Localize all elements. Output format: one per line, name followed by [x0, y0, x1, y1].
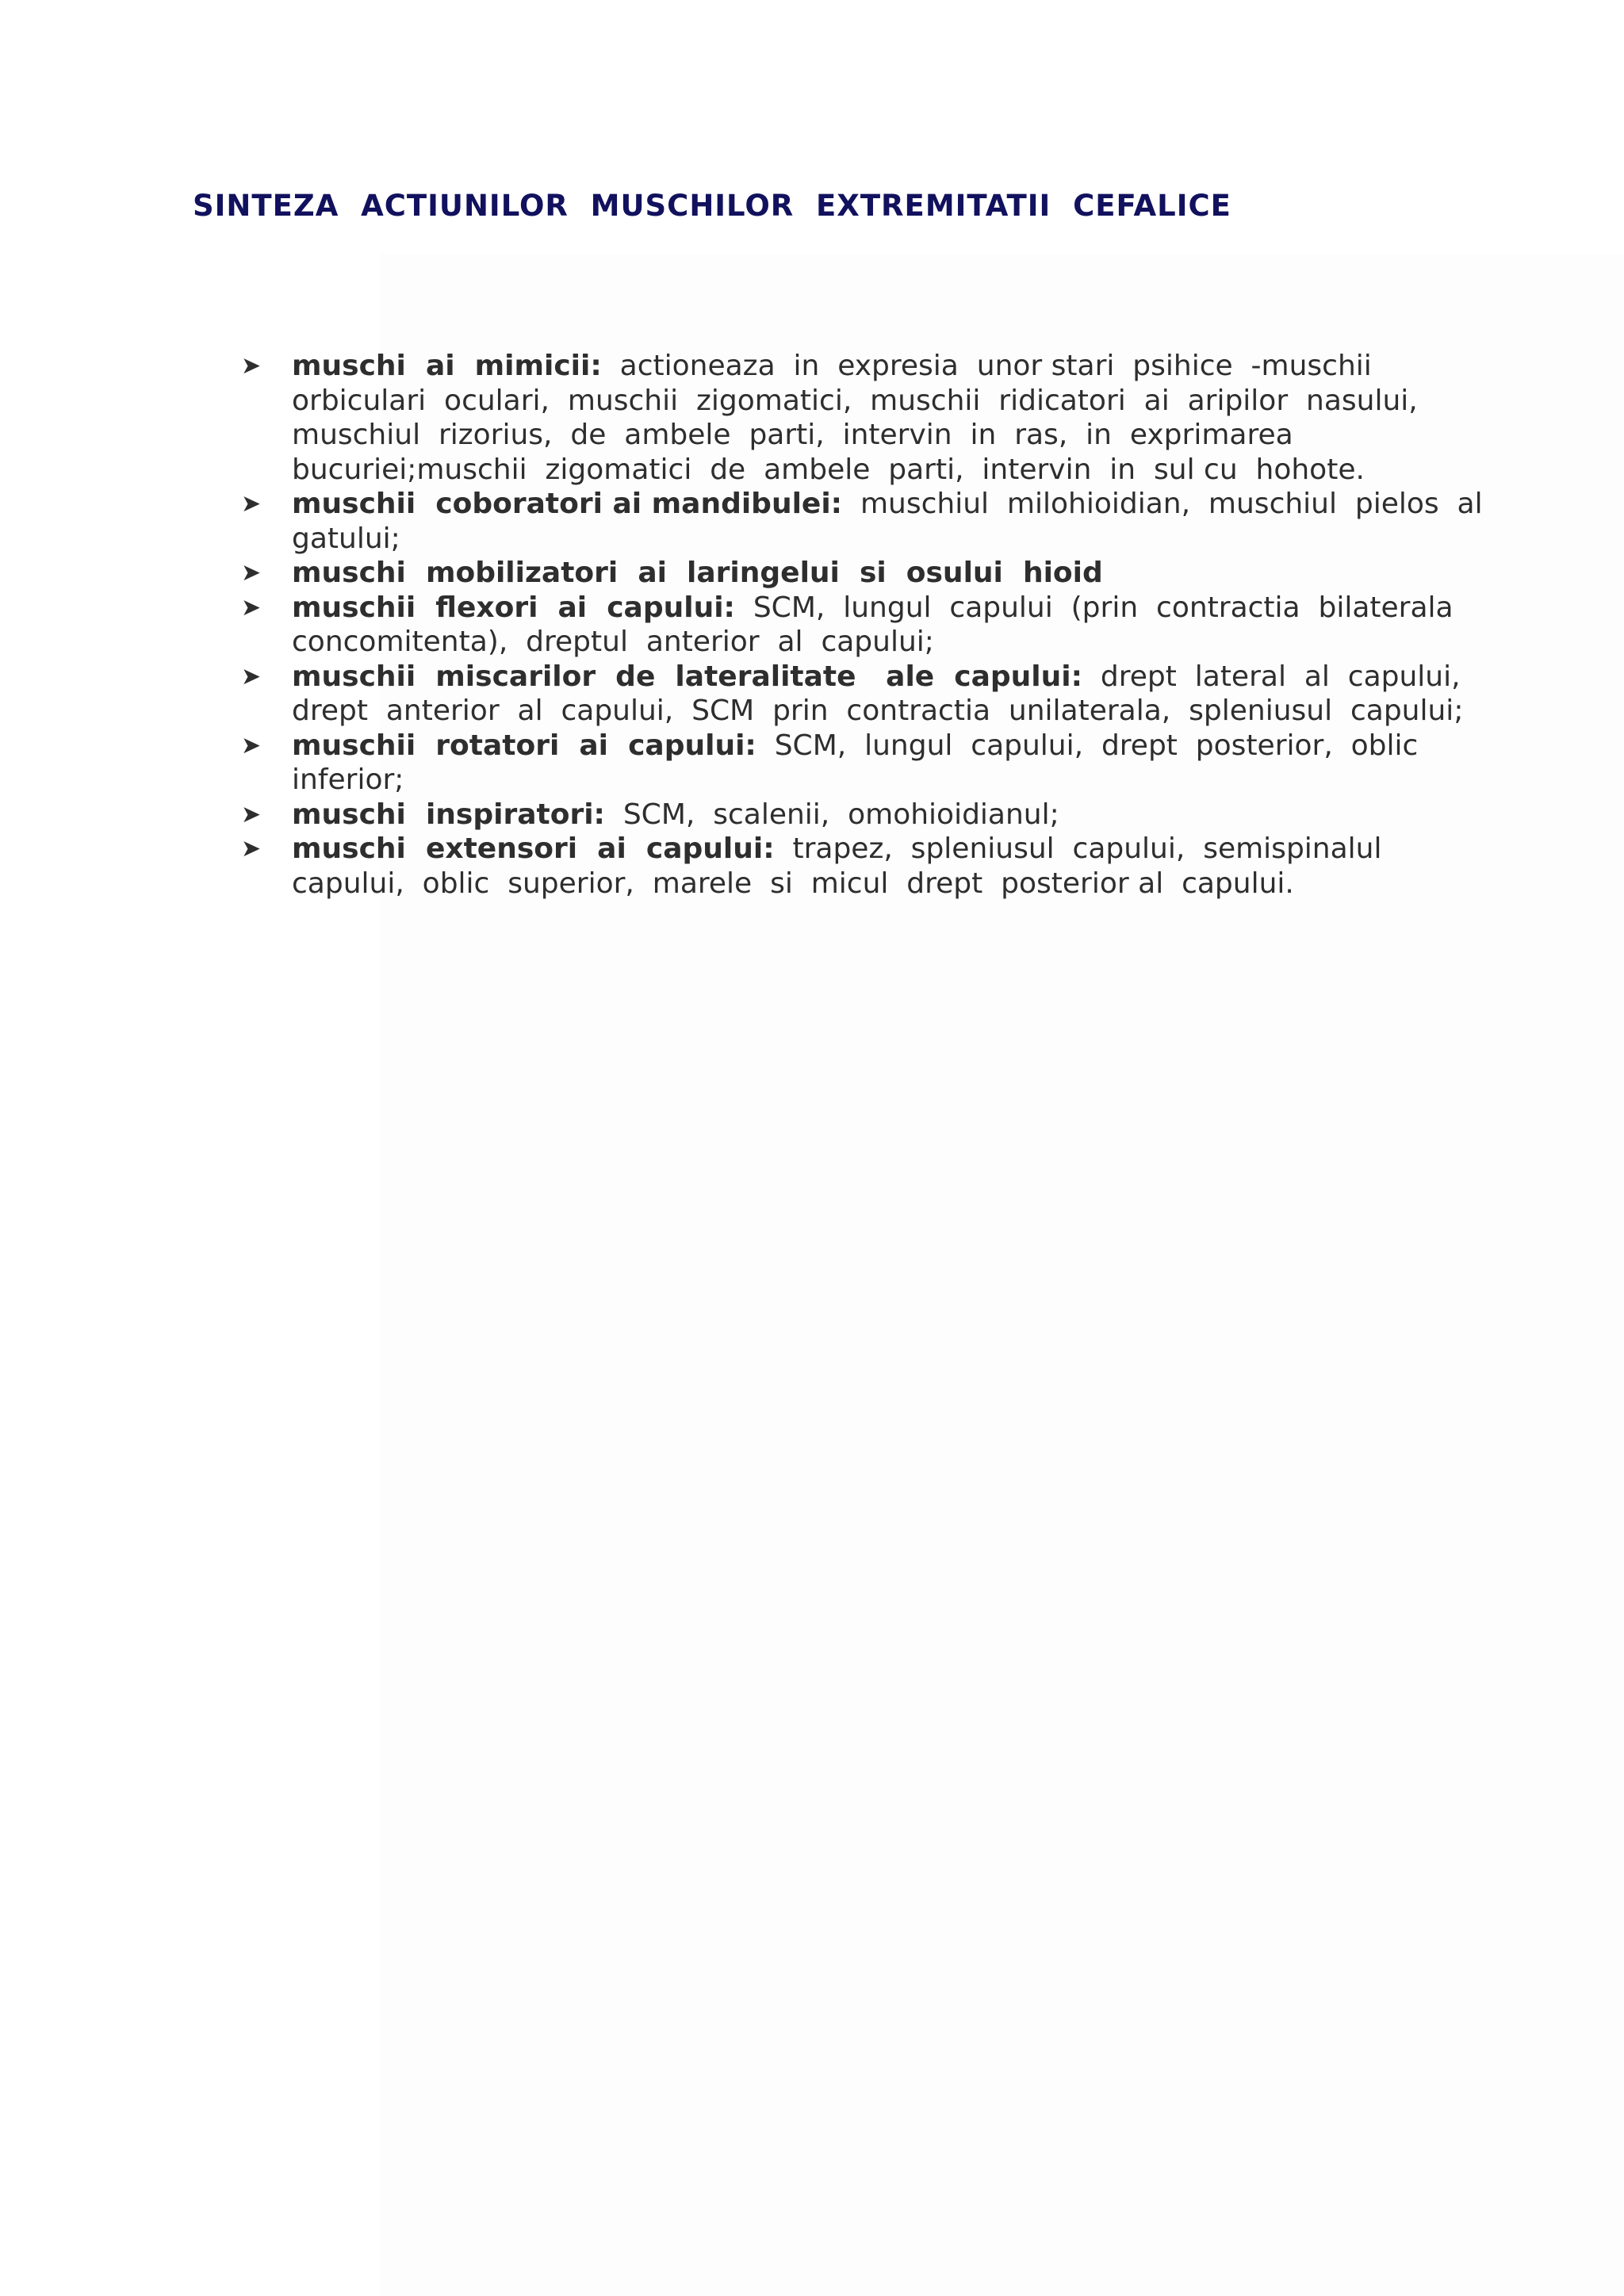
- arrowhead-bullet-icon: ➤: [241, 352, 262, 380]
- arrowhead-bullet-icon: ➤: [241, 559, 262, 587]
- item-text: muschiul rizorius, de ambele parti, intervin in ras, in exprimarea: [292, 419, 1293, 451]
- item-label: muschi mobilizatori ai laringelui si osului hioid: [292, 557, 1103, 589]
- item-text: SCM, lungul capului, drept posterior, oblic: [756, 729, 1419, 762]
- list-item: [241, 660, 1464, 729]
- item-text: orbiculari oculari, muschii zigomatici, muschii ridicatori ai aripilor nasului,: [292, 384, 1418, 417]
- item-text: bucuriei;muschii zigomatici de ambele parti, intervin in sul cu hohote.: [292, 453, 1365, 486]
- arrowhead-bullet-icon: ➤: [241, 593, 262, 622]
- list-item: [241, 349, 1446, 487]
- list-item: [241, 487, 1483, 556]
- item-text: capului, oblic superior, marele si micul drept posterior al capului.: [292, 867, 1294, 900]
- list-item: [241, 729, 1446, 798]
- arrowhead-bullet-icon: ➤: [241, 800, 262, 828]
- item-first-line: [292, 349, 1446, 384]
- item-label: muschii flexori ai capului:: [292, 591, 735, 624]
- item-text: inferior;: [292, 763, 404, 796]
- item-text: drept lateral al capului,: [1082, 660, 1461, 693]
- muscle-action-list: [241, 349, 1483, 901]
- item-label: muschii miscarilor de lateralitate ale capului:: [292, 660, 1082, 693]
- item-text: SCM, scalenii, omohioidianul;: [604, 798, 1059, 831]
- list-item: [241, 798, 1446, 832]
- arrowhead-bullet-icon: ➤: [241, 662, 262, 691]
- item-first-line: [292, 556, 1446, 591]
- item-text: muschiul milohioidian, muschiul pielos al: [842, 488, 1483, 520]
- item-first-line: [292, 591, 1454, 626]
- item-label: muschi inspiratori:: [292, 798, 605, 831]
- item-first-line: [292, 832, 1446, 867]
- arrowhead-bullet-icon: ➤: [241, 835, 262, 863]
- arrowhead-bullet-icon: ➤: [241, 490, 262, 518]
- item-label: muschii coboratori ai mandibulei:: [292, 488, 843, 520]
- item-first-line: [292, 729, 1446, 763]
- list-item: [241, 591, 1454, 660]
- item-text: SCM, lungul capului (prin contractia bilaterala: [734, 591, 1454, 624]
- item-first-line: [292, 660, 1461, 695]
- item-text: concomitenta), dreptul anterior al capului;: [292, 626, 934, 658]
- item-text: actioneaza in expresia unor stari psihice -muschii: [601, 350, 1372, 382]
- item-first-line: [292, 487, 1483, 522]
- arrowhead-bullet-icon: ➤: [241, 731, 262, 760]
- item-text: trapez, spleniusul capului, semispinalul: [774, 832, 1382, 865]
- item-text: gatului;: [292, 522, 400, 555]
- list-item: [241, 832, 1446, 901]
- list-item: [241, 556, 1446, 591]
- document-title: SINTEZA ACTIUNILOR MUSCHILOR EXTREMITATII CEFALICE: [193, 189, 1231, 223]
- item-text: drept anterior al capului, SCM prin contractia unilaterala, spleniusul capului;: [292, 695, 1464, 727]
- item-label: muschii rotatori ai capului:: [292, 729, 756, 762]
- item-label: muschi extensori ai capului:: [292, 832, 775, 865]
- item-first-line: [292, 798, 1446, 832]
- item-label: muschi ai mimicii:: [292, 350, 602, 382]
